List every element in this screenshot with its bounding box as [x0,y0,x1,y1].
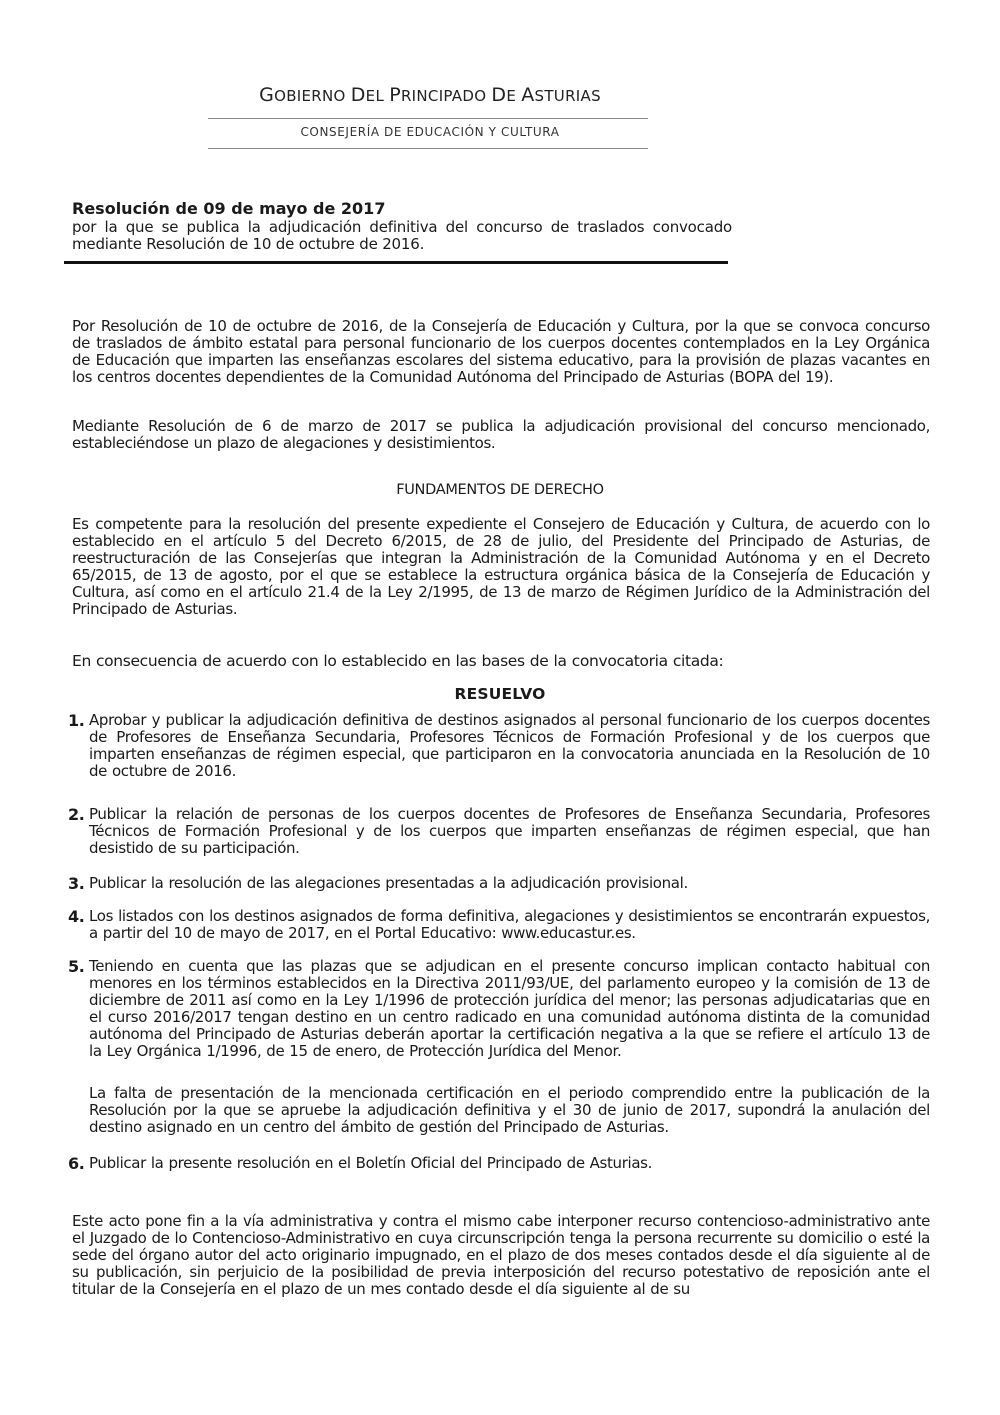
item-number: 2. [68,805,85,824]
resuelvo-item-4 [68,908,930,942]
letterhead-word: GOBIERNO [259,84,351,106]
letterhead-divider-bottom [208,148,648,149]
letterhead-subtitle: CONSEJERÍA DE EDUCACIÓN Y CULTURA [300,125,560,139]
preamble-paragraph-1: Por Resolución de 10 de octubre de 2016, de la Consejería de Educación y Cultura, por la que se convoca concurso de traslados de ámbito estatal para personal funcionario de los cuerpos docentes contemplados en la Ley Orgánica de Educación que imparten las enseñanzas escolares del sistema educativo, para la provisión de plazas vacantes en los centros docentes dependientes de la Comunidad Autónoma del Principado de Asturias (BOPA del 19). [72,317,930,386]
resuelvo-heading: RESUELVO [454,685,546,703]
item-text: Publicar la presente resolución en el Boletín Oficial del Principado de Asturias. [89,1154,653,1172]
resolution-heading [72,200,732,253]
resuelvo-item-6 [68,1155,930,1172]
letterhead-word: DEL [350,84,390,106]
resolution-title: Resolución de 09 de mayo de 2017 [72,199,386,218]
closing-paragraph: Este acto pone fin a la vía administrativa y contra el mismo cabe interponer recurso contencioso-administrativo ante el Juzgado de lo Contencioso-Administrativo en cuya circunscripción tenga la persona recurrente su domicilio o esté la sede del órgano autor del acto originario impugnado, en el plazo de dos meses contados desde el día siguiente al de su publicación, sin perjuicio de la posibilidad de previa interposición del recurso potestativo de reposición ante el titular de la Consejería en el plazo de un mes contado desde el día siguiente al de su [72,1212,930,1298]
item-text: Aprobar y publicar la adjudicación definitiva de destinos asignados al personal funcionario de los cuerpos docentes de Profesores de Enseñanza Secundaria, Profesores Técnicos de Formación Profesional y de los cuerpos que imparten enseñanzas de régimen especial, que participaron en la convocatoria anunciada en la Resolución de 10 de octubre de 2016. [89,711,930,780]
item-text: Los listados con los destinos asignados de forma definitiva, alegaciones y desistimientos se encontrarán expuestos, a partir del 10 de mayo de 2017, en el Portal Educativo: www.educastur.es. [89,907,930,942]
letterhead-word: ASTURIAS [521,84,601,106]
item-number: 6. [68,1154,85,1173]
item-text: Teniendo en cuenta que las plazas que se adjudican en el presente concurso implican contacto habitual con menores en los términos establecidos en la Directiva 2011/93/UE, del parlamento europeo y la comisión de 13 de diciembre de 2011 así como en la Ley 1/1996 de protección jurídica del menor; las personas adjudicatarias que en el curso 2016/2017 tengan destino en un centro radicado en una comunidad autónoma distinta de la comunidad autónoma del Principado de Asturias deberán aportar la certificación negativa a la que se refiere el artículo 13 de la Ley Orgánica 1/1996, de 15 de enero, de Protección Jurídica del Menor. [89,957,930,1060]
preamble-paragraph-2: Mediante Resolución de 6 de marzo de 2017 se publica la adjudicación provisional del concurso mencionado, estableciéndose un plazo de alegaciones y desistimientos. [72,417,930,452]
resuelvo-item-5 [68,958,930,1060]
item-number: 5. [68,957,85,976]
fundamentos-paragraph: Es competente para la resolución del presente expediente el Consejero de Educación y Cultura, de acuerdo con lo establecido en el artículo 5 del Decreto 6/2015, de 28 de julio, del Presidente del Principado de Asturias, de reestructuración de las Consejerías que integran la Administración de la Comunidad Autónoma y en el Decreto 65/2015, de 13 de agosto, por el que se establece la estructura orgánica básica de la Consejería de Educación y Cultura, así como en el artículo 21.4 de la Ley 2/1995, de 13 de marzo de Régimen Jurídico de la Administración del Principado de Asturias. [72,515,930,618]
letterhead-word: PRINCIPADO [389,84,492,106]
letterhead-title [210,84,650,106]
resuelvo-item-2 [68,806,930,857]
letterhead-divider-top [208,118,648,119]
consequence-paragraph: En consecuencia de acuerdo con lo establecido en las bases de la convocatoria citada: [72,652,724,670]
resuelvo-item-3 [68,875,930,892]
item-text: Publicar la resolución de las alegaciones presentadas a la adjudicación provisional. [89,874,688,892]
item-text: Publicar la relación de personas de los cuerpos docentes de Profesores de Enseñanza Secundaria, Profesores Técnicos de Formación Profesional y de los cuerpos que imparten enseñanzas de régimen especial, que han desistido de su participación. [89,805,930,857]
resolution-rule [64,261,728,264]
fundamentos-heading: FUNDAMENTOS DE DERECHO [396,482,604,498]
letterhead-word: DE [491,84,522,106]
item-number: 3. [68,874,85,893]
resuelvo-item-5-continuation: La falta de presentación de la mencionada certificación en el periodo comprendido entre la publicación de la Resolución por la que se apruebe la adjudicación definitiva y el 30 de junio de 2017, supondrá la anulación del destino asignado en un centro del ámbito de gestión del Principado de Asturias. [89,1084,930,1136]
item-number: 1. [68,711,85,730]
resuelvo-item-1 [68,712,930,780]
item-number: 4. [68,907,85,926]
resolution-description: por la que se publica la adjudicación definitiva del concurso de traslados convocado mediante Resolución de 10 de octubre de 2016. [72,218,732,253]
